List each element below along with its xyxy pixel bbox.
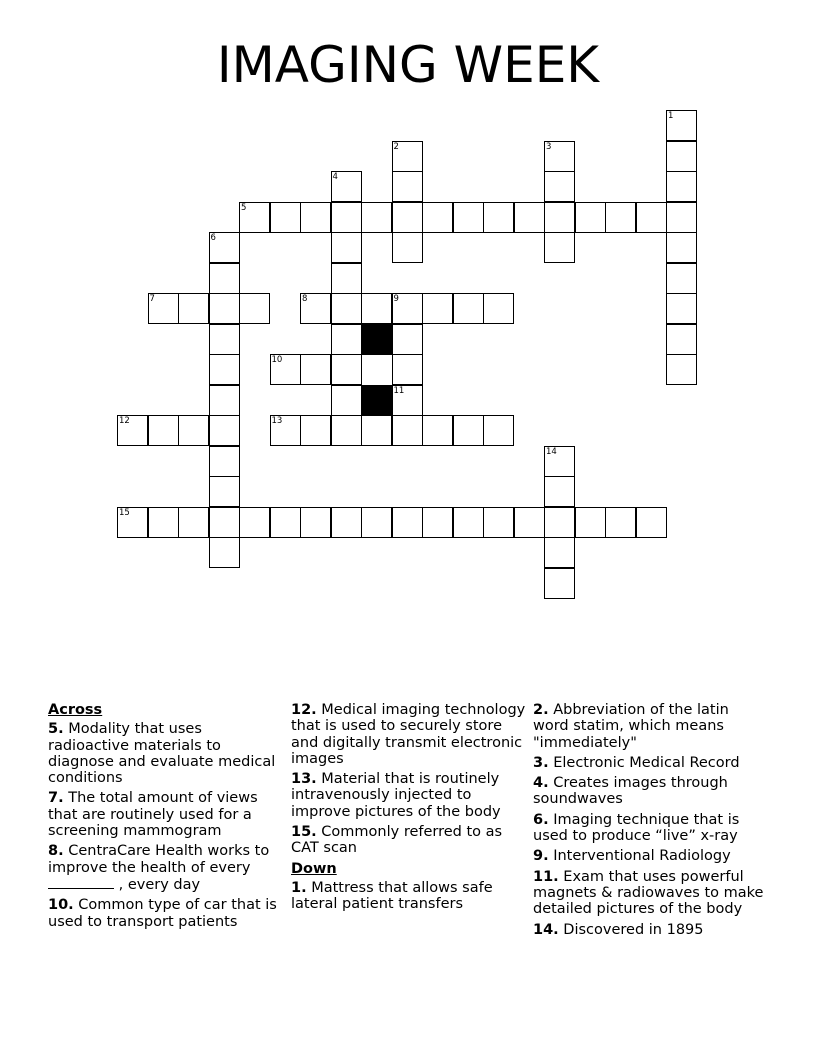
- grid-cell[interactable]: [453, 293, 484, 324]
- grid-cell[interactable]: [666, 263, 697, 294]
- clue-number: 9.: [533, 848, 549, 865]
- clue-number: 5.: [48, 721, 64, 738]
- grid-cell[interactable]: [422, 415, 453, 446]
- grid-cell[interactable]: [514, 202, 545, 233]
- down-heading: Down: [291, 860, 337, 877]
- clue-number: 14.: [533, 921, 559, 938]
- grid-cell[interactable]: [270, 507, 301, 538]
- cell-number: 8: [302, 294, 308, 304]
- grid-cell[interactable]: [209, 263, 240, 294]
- grid-cell[interactable]: [453, 202, 484, 233]
- clue-text: Commonly referred to as CAT scan: [291, 824, 503, 857]
- clue-number: 12.: [291, 702, 317, 718]
- grid-cell[interactable]: [544, 171, 575, 202]
- grid-cell[interactable]: [666, 141, 697, 172]
- clue-text: Electronic Medical Record: [553, 754, 740, 771]
- grid-cell[interactable]: [392, 232, 423, 263]
- clue-number: 3.: [533, 754, 549, 771]
- cell-number: 13: [271, 416, 283, 426]
- grid-cell[interactable]: [178, 415, 209, 446]
- clue-text: Material that is routinely intravenously injected to improve pictures of the body: [291, 771, 501, 820]
- grid-cell[interactable]: [209, 354, 240, 385]
- grid-cell[interactable]: [361, 202, 392, 233]
- grid-cell[interactable]: [483, 507, 514, 538]
- clue-number: 15.: [291, 824, 317, 841]
- grid-cell[interactable]: [392, 354, 423, 385]
- clue-number: 13.: [291, 771, 317, 788]
- clue-number: 2.: [533, 702, 549, 718]
- cell-number: 15: [119, 507, 130, 518]
- grid-cell[interactable]: [392, 141, 423, 172]
- grid-cell[interactable]: [666, 324, 697, 355]
- clue-number: 11.: [533, 868, 559, 885]
- cell-number: 2: [393, 141, 399, 152]
- grid-cell[interactable]: [666, 354, 697, 385]
- grid-cell[interactable]: [544, 537, 575, 568]
- clues-column-1: [48, 702, 284, 934]
- grid-cell[interactable]: [331, 232, 362, 263]
- grid-cell[interactable]: [392, 385, 423, 416]
- grid-cell[interactable]: [209, 507, 240, 538]
- grid-cell[interactable]: [239, 202, 270, 233]
- cell-number: 14: [546, 446, 557, 457]
- grid-cell[interactable]: [544, 446, 575, 477]
- grid-cell[interactable]: [270, 202, 301, 233]
- clue-number: 10.: [48, 897, 74, 914]
- clue-number: 7.: [48, 790, 64, 807]
- clues-column-3: [533, 702, 769, 942]
- clue-text: Modality that uses radioactive materials to diagnose and evaluate medical conditions: [48, 721, 276, 787]
- clue-across-15: [291, 824, 527, 857]
- clue-number: 1.: [291, 879, 307, 896]
- clue-text: Interventional Radiology: [553, 848, 731, 865]
- grid-cell[interactable]: [453, 415, 484, 446]
- clue-down-4: [533, 775, 769, 808]
- grid-cell[interactable]: [422, 293, 453, 324]
- grid-cell[interactable]: [209, 232, 240, 263]
- grid-cell[interactable]: [300, 415, 331, 446]
- grid-cell[interactable]: [270, 354, 301, 385]
- cell-number: 10: [271, 355, 283, 365]
- grid-cell[interactable]: [331, 415, 362, 446]
- clue-across-12: [291, 702, 527, 767]
- clue-text-after: , every day: [118, 876, 201, 893]
- grid-cell[interactable]: [331, 293, 362, 324]
- grid-cell[interactable]: [392, 507, 423, 538]
- fill-in-blank: [48, 876, 114, 889]
- grid-cell[interactable]: [178, 507, 209, 538]
- cell-number: 1: [668, 111, 674, 121]
- grid-cell[interactable]: [239, 293, 270, 324]
- grid-cell[interactable]: [300, 507, 331, 538]
- grid-cell[interactable]: [666, 110, 697, 141]
- clue-down-14: [533, 922, 769, 938]
- grid-cell[interactable]: [148, 415, 179, 446]
- grid-cell[interactable]: [239, 507, 270, 538]
- grid-cell[interactable]: [392, 293, 423, 324]
- clues-column-2: [291, 702, 527, 917]
- clue-across-13: [291, 771, 527, 820]
- clue-down-3: [533, 755, 769, 771]
- clue-across-7: [48, 790, 284, 839]
- cell-number: 5: [241, 202, 247, 213]
- grid-cell[interactable]: [300, 354, 331, 385]
- grid-cell[interactable]: [331, 385, 362, 416]
- cell-number: 12: [119, 416, 130, 426]
- clue-across-5: [48, 721, 284, 786]
- grid-cell[interactable]: [392, 415, 423, 446]
- grid-cell[interactable]: [453, 507, 484, 538]
- clue-text: Exam that uses powerful magnets & radiowaves to make detailed pictures of the body: [533, 868, 764, 918]
- grid-cell[interactable]: [483, 202, 514, 233]
- grid-cell[interactable]: [514, 507, 545, 538]
- clue-text: Common type of car that is used to transport patients: [48, 897, 277, 930]
- clue-number: 4.: [533, 775, 549, 792]
- grid-cell[interactable]: [209, 385, 240, 416]
- grid-cell[interactable]: [331, 202, 362, 233]
- grid-cell[interactable]: [361, 415, 392, 446]
- clue-number: 6.: [533, 811, 549, 828]
- grid-cell[interactable]: [331, 507, 362, 538]
- grid-cell[interactable]: [392, 202, 423, 233]
- clue-text: The total amount of views that are routinely used for a screening mammogram: [48, 790, 258, 840]
- grid-cell[interactable]: [300, 202, 331, 233]
- clue-text: Discovered in 1895: [563, 921, 704, 938]
- grid-cell[interactable]: [331, 324, 362, 355]
- grid-cell[interactable]: [605, 507, 636, 538]
- clue-across-8: [48, 843, 284, 893]
- grid-cell[interactable]: [544, 476, 575, 507]
- clue-text: Mattress that allows safe lateral patient transfers: [291, 879, 493, 913]
- clue-text: CentraCare Health works to improve the health of every: [48, 843, 270, 876]
- grid-cell[interactable]: [209, 446, 240, 477]
- cell-number: 9: [393, 294, 399, 304]
- clue-down-1: [291, 880, 527, 913]
- grid-cell[interactable]: [209, 415, 240, 446]
- grid-cell[interactable]: [544, 141, 575, 172]
- clue-across-10: [48, 897, 284, 930]
- grid-cell[interactable]: [209, 537, 240, 568]
- clue-down-2: [533, 702, 769, 751]
- clue-down-11: [533, 869, 769, 918]
- grid-cell[interactable]: [117, 507, 148, 538]
- grid-cell[interactable]: [209, 293, 240, 324]
- grid-cell[interactable]: [331, 263, 362, 294]
- clue-text: Imaging technique that is used to produce “live” x-ray: [533, 811, 740, 845]
- grid-cell[interactable]: [605, 202, 636, 233]
- grid-cell[interactable]: [544, 507, 575, 538]
- grid-cell[interactable]: [361, 507, 392, 538]
- grid-cell[interactable]: [575, 507, 606, 538]
- grid-cell[interactable]: [666, 202, 697, 233]
- cell-number: 3: [546, 141, 552, 152]
- clue-text: Medical imaging technology that is used to securely store and digitally transmit electronic images: [291, 702, 526, 767]
- grid-cell[interactable]: [666, 232, 697, 263]
- grid-cell[interactable]: [666, 171, 697, 202]
- grid-cell[interactable]: [300, 293, 331, 324]
- grid-cell[interactable]: [361, 293, 392, 324]
- grid-cell[interactable]: [331, 354, 362, 385]
- grid-cell[interactable]: [422, 507, 453, 538]
- grid-cell[interactable]: [483, 293, 514, 324]
- grid-cell[interactable]: [331, 171, 362, 202]
- cell-number: 4: [332, 172, 338, 182]
- grid-cell[interactable]: [636, 507, 667, 538]
- grid-cell[interactable]: [544, 568, 575, 599]
- grid-cell[interactable]: [148, 507, 179, 538]
- clue-down-6: [533, 812, 769, 845]
- grid-cell[interactable]: [422, 202, 453, 233]
- grid-cell[interactable]: [666, 293, 697, 324]
- grid-cell[interactable]: [636, 202, 667, 233]
- grid-cell[interactable]: [544, 232, 575, 263]
- grid-cell[interactable]: [544, 202, 575, 233]
- blocked-cell: [361, 385, 392, 416]
- clue-down-9: [533, 848, 769, 864]
- clue-text: Abbreviation of the latin word statim, which means "immediately": [533, 702, 729, 751]
- grid-cell[interactable]: [148, 293, 179, 324]
- cell-number: 6: [210, 233, 216, 243]
- grid-cell[interactable]: [392, 171, 423, 202]
- grid-cell[interactable]: [392, 324, 423, 355]
- grid-cell[interactable]: [483, 415, 514, 446]
- grid-cell[interactable]: [178, 293, 209, 324]
- grid-cell[interactable]: [270, 415, 301, 446]
- cell-number: 11: [393, 385, 405, 396]
- puzzle-title: IMAGING WEEK: [216, 36, 600, 94]
- grid-cell[interactable]: [209, 324, 240, 355]
- clue-number: 8.: [48, 843, 64, 860]
- grid-cell[interactable]: [117, 415, 148, 446]
- cell-number: 7: [149, 294, 155, 304]
- grid-cell[interactable]: [209, 476, 240, 507]
- blocked-cell: [361, 324, 392, 355]
- grid-cell[interactable]: [575, 202, 606, 233]
- across-heading: Across: [48, 702, 103, 718]
- clue-text: Creates images through soundwaves: [533, 775, 728, 808]
